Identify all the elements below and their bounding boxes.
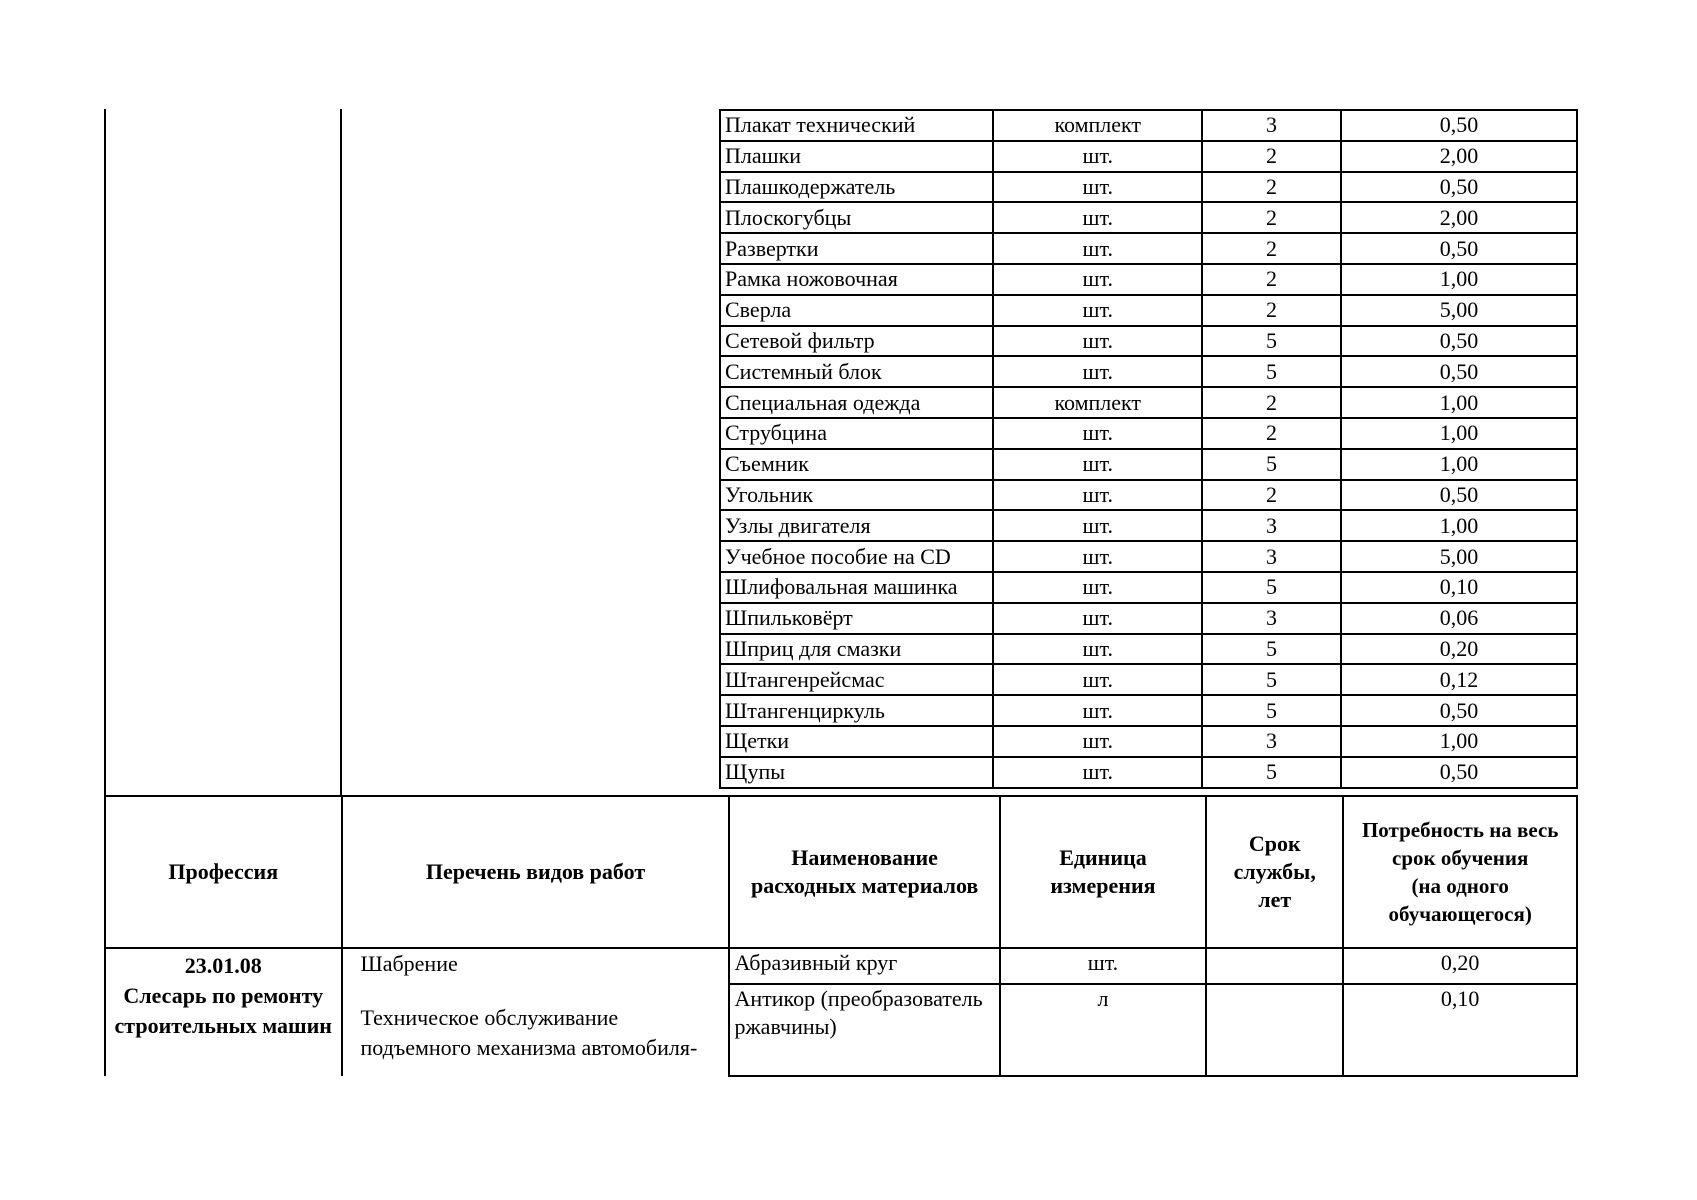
equipment-name: Плашки [720, 141, 993, 172]
equipment-row [720, 480, 1577, 511]
equipment-name: Развертки [720, 233, 993, 264]
equipment-need: 0,50 [1341, 326, 1577, 357]
equipment-unit: шт. [993, 695, 1202, 726]
equipment-row [720, 757, 1577, 788]
equipment-name: Щупы [720, 757, 993, 788]
material-name [729, 984, 999, 1076]
header-materials-line1: Наименование [791, 845, 938, 870]
equipment-life: 5 [1202, 757, 1341, 788]
header-unit-line1: Единица [1059, 845, 1147, 870]
equipment-unit: шт. [993, 541, 1202, 572]
equipment-row [720, 326, 1577, 357]
equipment-name: Съемник [720, 449, 993, 480]
equipment-need: 1,00 [1341, 510, 1577, 541]
equipment-row [720, 418, 1577, 449]
equipment-row [720, 572, 1577, 603]
equipment-life: 5 [1202, 695, 1341, 726]
equipment-need: 0,50 [1341, 695, 1577, 726]
equipment-life: 2 [1202, 480, 1341, 511]
equipment-life: 5 [1202, 356, 1341, 387]
header-life-line3: лет [1258, 887, 1292, 912]
equipment-unit: шт. [993, 757, 1202, 788]
equipment-row [720, 603, 1577, 634]
equipment-name: Специальная одежда [720, 387, 993, 418]
equipment-row [720, 387, 1577, 418]
equipment-name: Штангенциркуль [720, 695, 993, 726]
equipment-unit: комплект [993, 387, 1202, 418]
equipment-name: Щетки [720, 726, 993, 757]
equipment-need: 0,50 [1341, 757, 1577, 788]
equipment-life: 3 [1202, 110, 1341, 141]
header-life [1206, 796, 1343, 948]
profession-cell [105, 948, 342, 1076]
equipment-need: 0,12 [1341, 664, 1577, 695]
equipment-need: 0,20 [1341, 634, 1577, 665]
equipment-unit: шт. [993, 356, 1202, 387]
equipment-unit: шт. [993, 295, 1202, 326]
equipment-unit: шт. [993, 141, 1202, 172]
equipment-unit: шт. [993, 664, 1202, 695]
equipment-need: 0,50 [1341, 356, 1577, 387]
equipment-unit: шт. [993, 603, 1202, 634]
works-cell [342, 948, 730, 1076]
equipment-row [720, 356, 1577, 387]
equipment-unit: шт. [993, 726, 1202, 757]
equipment-need: 1,00 [1341, 449, 1577, 480]
equipment-need: 5,00 [1341, 295, 1577, 326]
material-life [1206, 984, 1343, 1076]
equipment-unit: шт. [993, 510, 1202, 541]
equipment-need: 0,50 [1341, 110, 1577, 141]
equipment-life: 5 [1202, 634, 1341, 665]
equipment-need: 0,50 [1341, 172, 1577, 203]
equipment-life: 2 [1202, 387, 1341, 418]
equipment-row [720, 634, 1577, 665]
equipment-life: 3 [1202, 510, 1341, 541]
equipment-unit: шт. [993, 418, 1202, 449]
equipment-name: Узлы двигателя [720, 510, 993, 541]
equipment-need: 2,00 [1341, 202, 1577, 233]
equipment-row [720, 695, 1577, 726]
equipment-row [720, 233, 1577, 264]
equipment-name: Плакат технический [720, 110, 993, 141]
equipment-row [720, 449, 1577, 480]
left-border-col1 [104, 109, 106, 795]
equipment-unit: шт. [993, 449, 1202, 480]
equipment-unit: шт. [993, 202, 1202, 233]
equipment-life: 5 [1202, 572, 1341, 603]
equipment-continuation-table [719, 109, 1578, 789]
equipment-life: 5 [1202, 664, 1341, 695]
equipment-life: 2 [1202, 264, 1341, 295]
header-profession: Профессия [105, 796, 342, 948]
equipment-name: Штангенрейсмас [720, 664, 993, 695]
equipment-need: 0,50 [1341, 480, 1577, 511]
material-name-line2: ржавчины) [734, 1013, 837, 1039]
profession-code: 23.01.08 [184, 953, 262, 978]
equipment-unit: шт. [993, 634, 1202, 665]
header-unit-line2: измерения [1050, 873, 1156, 898]
equipment-row [720, 264, 1577, 295]
equipment-row [720, 664, 1577, 695]
equipment-name: Рамка ножовочная [720, 264, 993, 295]
equipment-need: 0,50 [1341, 233, 1577, 264]
equipment-name: Плашкодержатель [720, 172, 993, 203]
equipment-life: 5 [1202, 326, 1341, 357]
material-unit: шт. [1000, 948, 1206, 984]
work-item-2-line1: Техническое обслуживание [360, 1005, 619, 1030]
equipment-row [720, 295, 1577, 326]
equipment-name: Сетевой фильтр [720, 326, 993, 357]
equipment-row [720, 141, 1577, 172]
equipment-need: 5,00 [1341, 541, 1577, 572]
equipment-unit: шт. [993, 480, 1202, 511]
header-unit [1000, 796, 1206, 948]
equipment-life: 2 [1202, 172, 1341, 203]
header-need-line1: Потребность на весь [1361, 818, 1559, 842]
equipment-row [720, 726, 1577, 757]
equipment-need: 1,00 [1341, 387, 1577, 418]
equipment-name: Плоскогубцы [720, 202, 993, 233]
equipment-life: 2 [1202, 141, 1341, 172]
material-name: Абразивный круг [729, 948, 999, 984]
material-need: 0,20 [1343, 948, 1577, 984]
header-materials-line2: расходных материалов [750, 873, 979, 898]
equipment-name: Угольник [720, 480, 993, 511]
table-header-row [105, 796, 1577, 948]
material-need: 0,10 [1343, 984, 1577, 1076]
equipment-need: 2,00 [1341, 141, 1577, 172]
material-name-line1: Антикор (преобразователь [734, 985, 983, 1011]
header-need [1343, 796, 1577, 948]
equipment-life: 2 [1202, 202, 1341, 233]
work-item-1: Шабрение [360, 951, 458, 976]
equipment-need: 0,06 [1341, 603, 1577, 634]
material-unit: л [1000, 984, 1206, 1076]
equipment-name: Шпильковёрт [720, 603, 993, 634]
equipment-name: Струбцина [720, 418, 993, 449]
header-life-line2: службы, [1233, 859, 1316, 884]
equipment-name: Сверла [720, 295, 993, 326]
profession-name-line2: строительных машин [114, 1013, 332, 1038]
equipment-unit: шт. [993, 326, 1202, 357]
equipment-unit: шт. [993, 264, 1202, 295]
material-life [1206, 948, 1343, 984]
equipment-name: Учебное пособие на CD [720, 541, 993, 572]
header-need-line4: обучающегося) [1388, 902, 1532, 926]
header-need-line3: (на одного [1411, 874, 1509, 898]
table-row [105, 948, 1577, 984]
equipment-unit: шт. [993, 172, 1202, 203]
equipment-life: 2 [1202, 233, 1341, 264]
equipment-need: 0,10 [1341, 572, 1577, 603]
header-need-line2: срок обучения [1392, 846, 1529, 870]
equipment-row [720, 510, 1577, 541]
equipment-life: 3 [1202, 541, 1341, 572]
equipment-name: Шлифовальная машинка [720, 572, 993, 603]
equipment-row [720, 202, 1577, 233]
header-materials [729, 796, 999, 948]
work-item-2-line2: подъемного механизма автомобиля- [360, 1035, 698, 1060]
equipment-row [720, 172, 1577, 203]
equipment-need: 1,00 [1341, 726, 1577, 757]
equipment-row [720, 541, 1577, 572]
equipment-life: 2 [1202, 418, 1341, 449]
equipment-need: 1,00 [1341, 264, 1577, 295]
equipment-row [720, 110, 1577, 141]
equipment-life: 2 [1202, 295, 1341, 326]
consumables-table [104, 795, 1578, 1077]
equipment-life: 3 [1202, 726, 1341, 757]
equipment-unit: шт. [993, 572, 1202, 603]
equipment-need: 1,00 [1341, 418, 1577, 449]
equipment-name: Системный блок [720, 356, 993, 387]
equipment-life: 5 [1202, 449, 1341, 480]
equipment-unit: шт. [993, 233, 1202, 264]
header-works: Перечень видов работ [342, 796, 730, 948]
profession-name-line1: Слесарь по ремонту [123, 983, 324, 1008]
equipment-unit: комплект [993, 110, 1202, 141]
equipment-name: Шприц для смазки [720, 634, 993, 665]
header-life-line1: Срок [1248, 831, 1301, 856]
equipment-life: 3 [1202, 603, 1341, 634]
left-border-col2 [340, 109, 342, 795]
